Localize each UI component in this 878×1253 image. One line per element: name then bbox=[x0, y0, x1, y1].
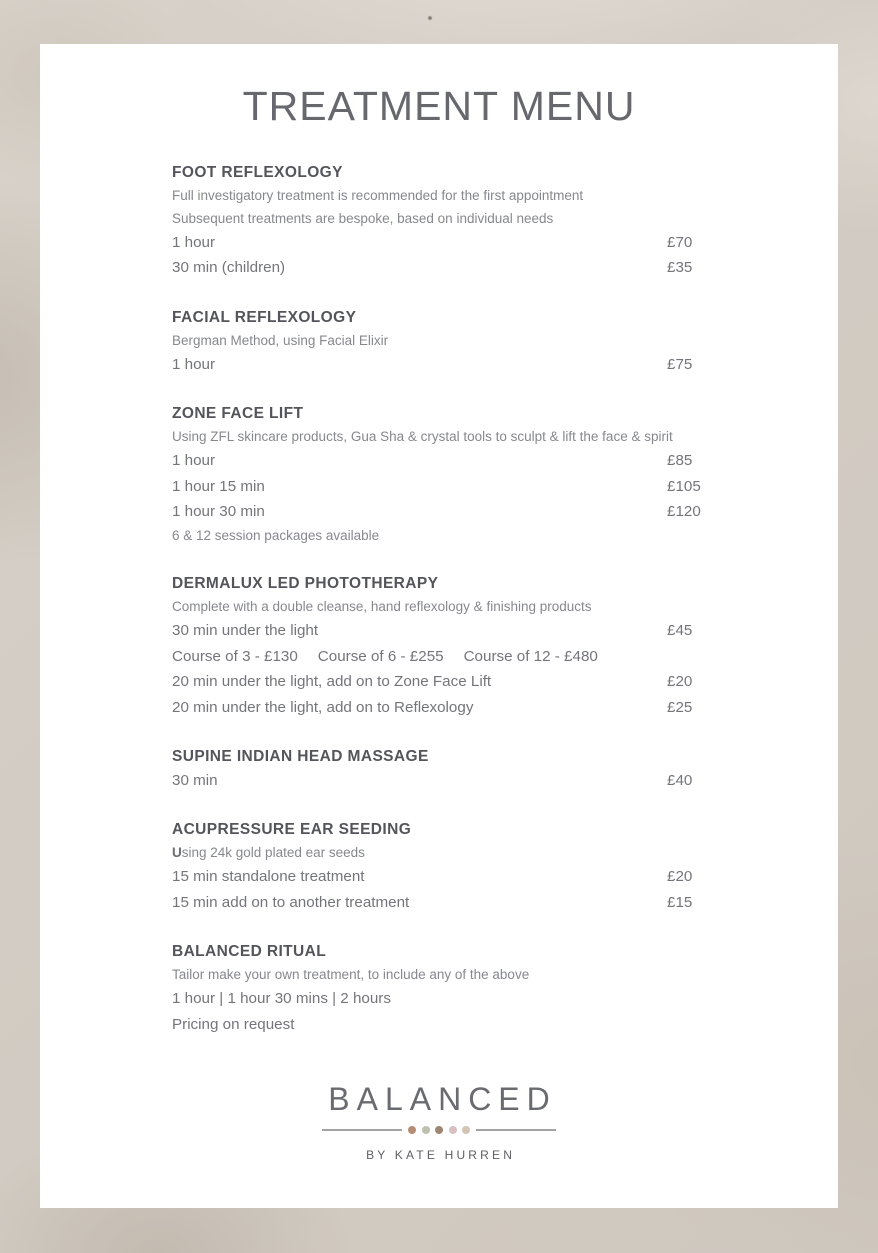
treatment-row bbox=[172, 499, 747, 524]
treatment-row bbox=[172, 864, 747, 889]
treatment-label: 1 hour bbox=[172, 452, 216, 470]
section-title: FOOT REFLEXOLOGY bbox=[172, 164, 343, 181]
treatment-price: £20 bbox=[667, 673, 693, 691]
treatment-price: £20 bbox=[667, 868, 693, 886]
logo-dot bbox=[408, 1126, 416, 1134]
course-option: Course of 12 - £480 bbox=[463, 647, 598, 665]
menu-card bbox=[40, 44, 838, 1208]
section-title: BALANCED RITUAL bbox=[172, 943, 327, 961]
section-footnote: 6 & 12 session packages available bbox=[172, 528, 380, 544]
treatment-price: £35 bbox=[667, 259, 693, 277]
treatment-price: £15 bbox=[667, 893, 693, 911]
treatment-section bbox=[172, 403, 747, 547]
divider-line-left bbox=[322, 1129, 402, 1131]
divider-dots bbox=[408, 1126, 470, 1134]
menu-sections bbox=[172, 162, 747, 1037]
brand-wordmark: BALANCED bbox=[328, 1081, 557, 1118]
treatment-label: 1 hour bbox=[172, 234, 216, 251]
treatment-label: 20 min under the light, add on to Reflexology bbox=[172, 698, 474, 716]
treatment-section bbox=[172, 941, 747, 1037]
treatment-label: 15 min standalone treatment bbox=[172, 868, 365, 886]
section-title: ZONE FACE LIFT bbox=[172, 405, 304, 423]
course-option: Course of 6 - £255 bbox=[317, 647, 444, 665]
page-title: TREATMENT MENU bbox=[242, 83, 636, 129]
treatment-price: £70 bbox=[667, 234, 693, 251]
treatment-price: £25 bbox=[667, 698, 693, 716]
course-options-row bbox=[172, 644, 747, 669]
section-title: DERMALUX LED PHOTOTHERAPY bbox=[172, 575, 439, 593]
treatment-price: £75 bbox=[667, 355, 693, 373]
treatment-row bbox=[172, 768, 747, 793]
treatment-row bbox=[172, 352, 747, 377]
treatment-row bbox=[172, 669, 747, 694]
brand-divider bbox=[40, 1126, 838, 1134]
treatment-row bbox=[172, 618, 747, 643]
treatment-label: 30 min bbox=[172, 772, 218, 790]
treatment-price: £85 bbox=[667, 452, 693, 470]
treatment-section bbox=[172, 573, 747, 720]
treatment-row bbox=[172, 1012, 747, 1037]
section-description: Using ZFL skincare products, Gua Sha & crystal tools to sculpt & lift the face & spirit bbox=[172, 429, 673, 445]
section-description: Bergman Method, using Facial Elixir bbox=[172, 332, 389, 348]
treatment-price: £105 bbox=[667, 477, 701, 495]
treatment-label: 1 hour bbox=[172, 355, 216, 373]
treatment-price: £120 bbox=[667, 503, 701, 521]
treatment-row bbox=[172, 986, 747, 1011]
treatment-row bbox=[172, 255, 747, 280]
section-description: Tailor make your own treatment, to include any of the above bbox=[172, 967, 530, 983]
treatment-label: Pricing on request bbox=[172, 1015, 295, 1033]
section-title: ACUPRESSURE EAR SEEDING bbox=[172, 821, 412, 839]
treatment-label: 20 min under the light, add on to Zone Face Lift bbox=[172, 673, 492, 691]
treatment-label: 1 hour | 1 hour 30 mins | 2 hours bbox=[172, 990, 391, 1008]
treatment-label: 30 min under the light bbox=[172, 622, 319, 640]
logo-dot bbox=[462, 1126, 470, 1134]
section-description: Using 24k gold plated ear seeds bbox=[172, 845, 365, 861]
brand-byline: BY KATE HURREN bbox=[366, 1148, 516, 1163]
treatment-row bbox=[172, 474, 747, 499]
treatment-row bbox=[172, 695, 747, 720]
treatment-label: 1 hour 15 min bbox=[172, 477, 265, 495]
logo-dot bbox=[435, 1126, 443, 1134]
treatment-row bbox=[172, 448, 747, 473]
treatment-price: £40 bbox=[667, 772, 693, 790]
treatment-section bbox=[172, 307, 747, 377]
treatment-row bbox=[172, 230, 747, 255]
section-description: Complete with a double cleanse, hand reflexology & finishing products bbox=[172, 599, 592, 615]
brand-logo bbox=[40, 1081, 838, 1162]
treatment-label: 30 min (children) bbox=[172, 259, 286, 277]
treatment-section bbox=[172, 746, 747, 793]
section-description: Subsequent treatments are bespoke, based on individual needs bbox=[172, 211, 554, 226]
section-description: Full investigatory treatment is recommended for the first appointment bbox=[172, 188, 584, 203]
section-title: FACIAL REFLEXOLOGY bbox=[172, 308, 357, 326]
treatment-price: £45 bbox=[667, 622, 693, 640]
treatment-row bbox=[172, 890, 747, 915]
treatment-section bbox=[172, 819, 747, 915]
logo-dot bbox=[422, 1126, 430, 1134]
treatment-label: 15 min add on to another treatment bbox=[172, 893, 410, 911]
treatment-label: 1 hour 30 min bbox=[172, 503, 265, 521]
divider-line-right bbox=[476, 1129, 556, 1131]
section-title: SUPINE INDIAN HEAD MASSAGE bbox=[172, 748, 429, 766]
logo-dot bbox=[449, 1126, 457, 1134]
course-option: Course of 3 - £130 bbox=[172, 647, 298, 665]
treatment-section bbox=[172, 162, 747, 281]
